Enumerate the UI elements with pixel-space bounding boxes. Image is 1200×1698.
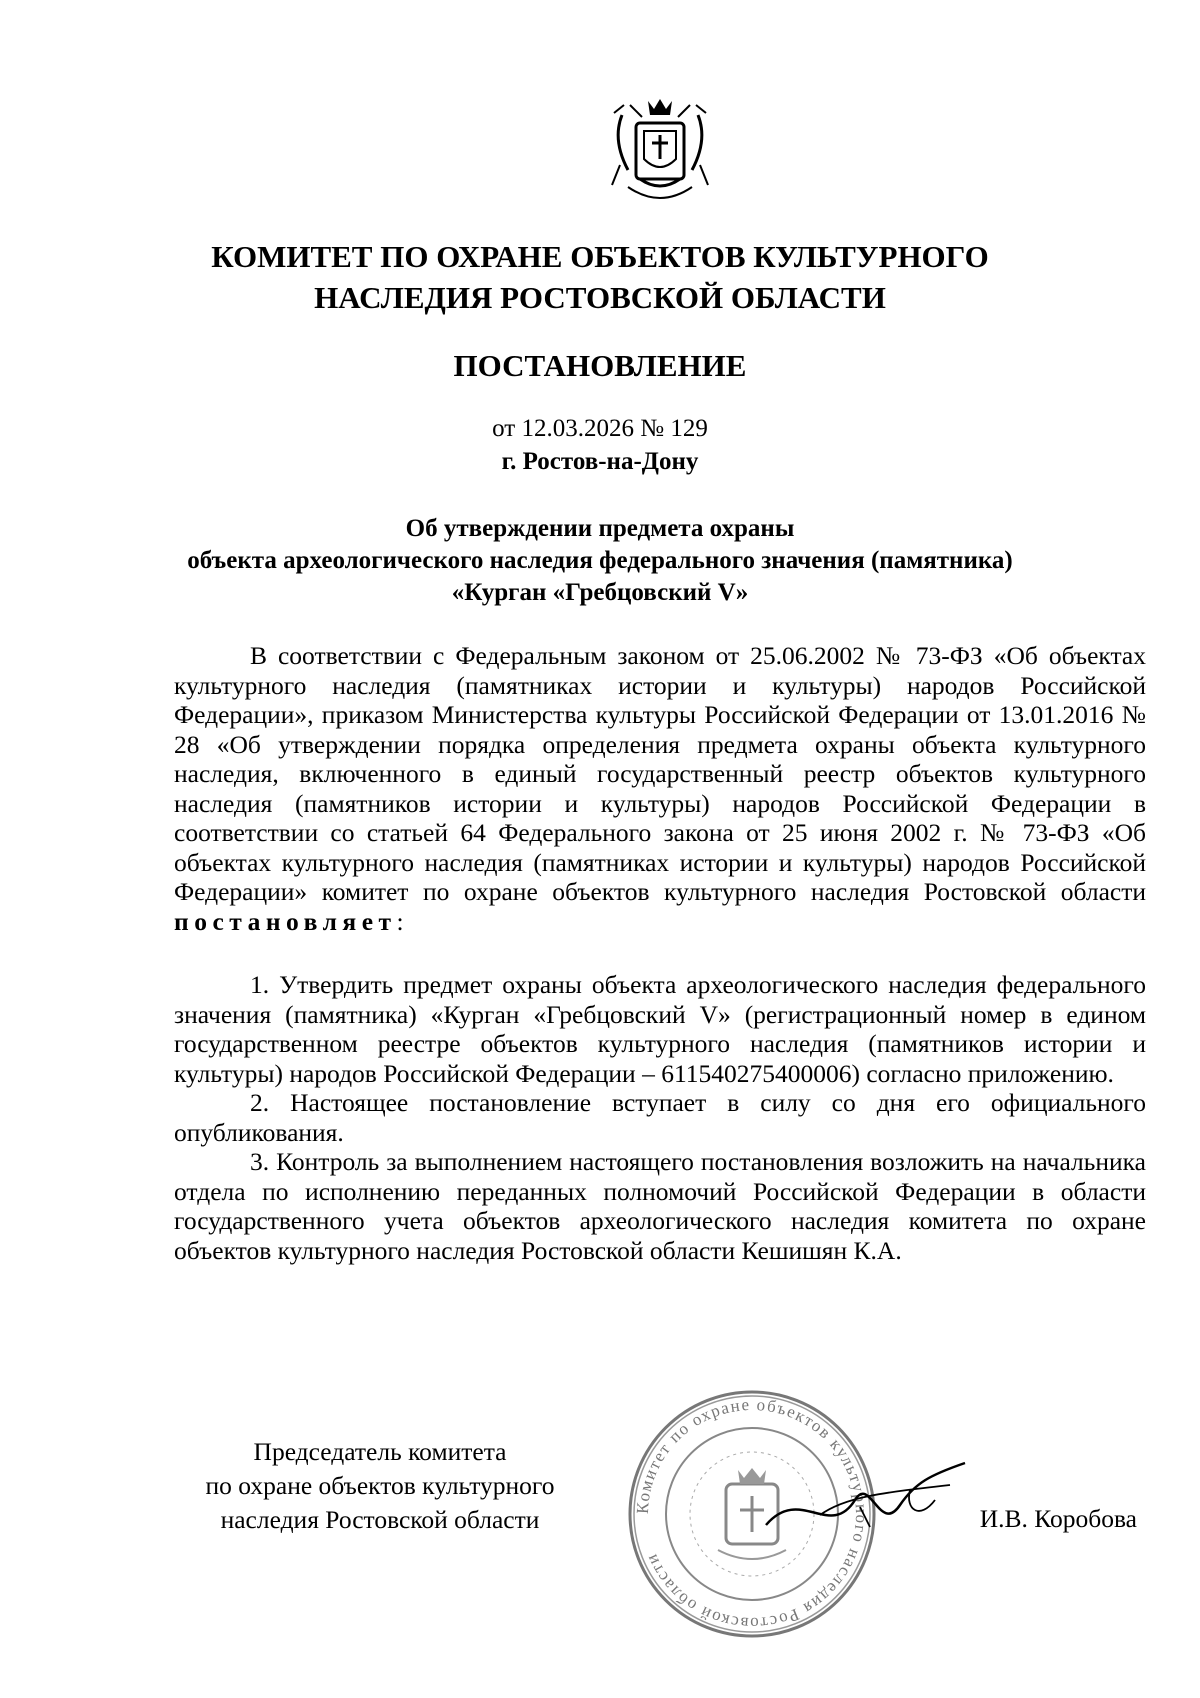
document-date-number: от 12.03.2026 № 129 (492, 415, 708, 442)
signer-position-line3: наследия Ростовской области (220, 1505, 540, 1534)
document-type: ПОСТАНОВЛЕНИЕ (453, 348, 747, 383)
document-body (174, 641, 1146, 1265)
coat-of-arms-icon (600, 95, 720, 207)
signer-name: И.В. Коробова (979, 1504, 1137, 1533)
document-title-line3: «Курган «Гребцовский V» (451, 579, 749, 606)
signer-position (170, 1435, 590, 1537)
resolution-item-2: 2. Настоящее постановление вступает в силу со дня его официального опубликования. (174, 1088, 1146, 1147)
document-city: г. Ростов-на-Дону (501, 448, 699, 475)
resolve-word: постановляет (174, 906, 397, 936)
preamble-paragraph (174, 641, 1146, 936)
organization-name-line1: КОМИТЕТ ПО ОХРАНЕ ОБЪЕКТОВ КУЛЬТУРНОГО (211, 239, 989, 274)
resolution-item-3: 3. Контроль за выполнением настоящего постановления возложить на начальника отдела по исполнению переданных полномочий Российской Федерации в области государственного учета объектов археологического наследия комитета по охране объектов культурного наследия Ростовской области Кешишян К.А. (174, 1147, 1146, 1265)
signer-position-line1: Председатель комитета (253, 1437, 507, 1466)
preamble-text: В соответствии с Федеральным законом от 25.06.2002 № 73-ФЗ «Об объектах культурного наследия (памятниках истории и культуры) народов Российской Федерации», приказом Министерства культуры Российской Федерации от 13.01.2016 № 28 «Об утверждении порядка определения предмета охраны объекта культурного наследия, включенного в единый государственный реестр объектов культурного наследия (памятников истории и культуры) народов Российской Федерации в соответствии со статьей 64 Федерального закона от 25 июня 2002 г. № 73-ФЗ «Об объектах культурного наследия (памятниках истории и культуры) народов Российской Федерации» комитет по охране объектов культурного наследия Ростовской области (174, 641, 1146, 906)
organization-name (0, 236, 1200, 318)
seal-ring-text: Комитет по охране объектов культурного наследия Ростовской области (632, 1394, 872, 1634)
signer-position-line2: по охране объектов культурного (205, 1471, 555, 1500)
document-title-line1: Об утверждении предмета охраны (405, 515, 795, 542)
resolve-colon: : (396, 906, 404, 936)
organization-name-line2: НАСЛЕДИЯ РОСТОВСКОЙ ОБЛАСТИ (314, 280, 886, 315)
document-title (0, 513, 1200, 609)
resolution-item-1: 1. Утвердить предмет охраны объекта археологического наследия федерального значения (памятника) «Курган «Гребцовский V» (регистрационный номер в едином государственном реестре объектов культурного наследия (памятников истории и культуры) народов Российской Федерации – 611540275400006) согласно приложению. (174, 970, 1146, 1088)
handwritten-signature-icon (760, 1445, 975, 1555)
document-title-line2: объекта археологического наследия федерального значения (памятника) (187, 547, 1013, 574)
paragraph-gap (174, 936, 1146, 970)
